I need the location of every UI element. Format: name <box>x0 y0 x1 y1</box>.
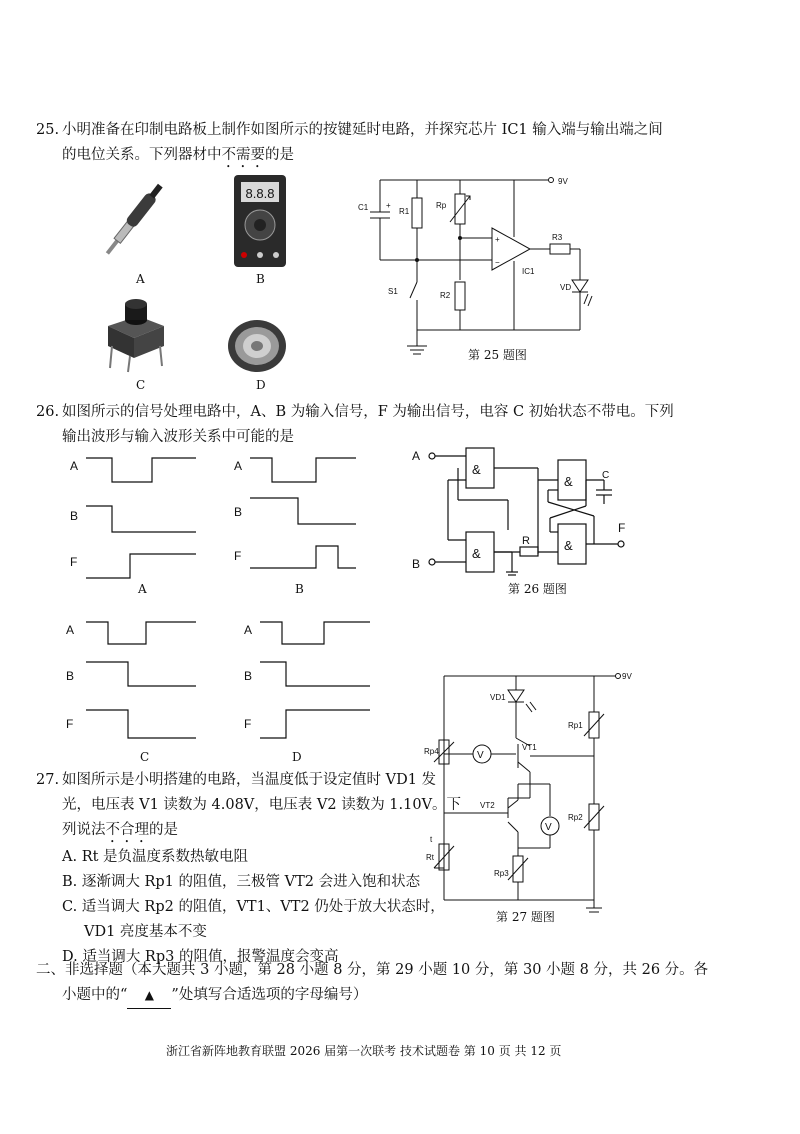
c1-plus-label: + <box>386 201 391 210</box>
q26-stem-line1: 如图所示的信号处理电路中，A、B 为输入信号，F 为输出信号，电容 C 初始状态不带电。下列 <box>62 404 674 420</box>
rp2-label: Rp2 <box>568 813 583 822</box>
q26-option-c-label: C <box>140 750 150 764</box>
q25-option-d-label: D <box>256 378 266 392</box>
rp4-label: Rp4 <box>424 747 439 756</box>
wave-d-signal-a-label: A <box>244 623 253 637</box>
q27-figure-caption: 第 27 题图 <box>496 910 555 924</box>
opamp-plus-label: + <box>495 235 500 244</box>
q26-waveform-options <box>60 448 400 768</box>
gate3-symbol: & <box>564 474 573 489</box>
q25-number: 25. <box>36 122 60 138</box>
input-a-label: A <box>412 449 421 463</box>
q26-option-b-label: B <box>295 582 304 596</box>
q27-stem-line3: 列说法不合理的是 <box>62 822 178 838</box>
s1-label: S1 <box>388 287 398 296</box>
ic1-label: IC1 <box>522 267 535 276</box>
capacitor-c-label: C <box>602 470 610 481</box>
vt1-label: VT1 <box>522 743 537 752</box>
input-b-label: B <box>412 557 421 571</box>
gate2-symbol: & <box>472 546 481 561</box>
wave-d-signal-f-label: F <box>244 717 252 731</box>
svg-text:8.8.8: 8.8.8 <box>245 186 275 201</box>
q27-option-c-continued: VD1 亮度基本不变 <box>84 924 207 940</box>
q25-option-c-label: C <box>136 378 146 392</box>
wave-b-signal-f-label: F <box>234 549 242 563</box>
gate4-symbol: & <box>564 538 573 553</box>
q26-logic-circuit <box>408 440 640 580</box>
rp1-label: Rp1 <box>568 721 583 730</box>
q26-figure-caption: 第 26 题图 <box>508 582 567 596</box>
page-footer: 浙江省新阵地教育联盟 2026 届第一次联考 技术试题卷 第 10 页 共 12 页 <box>166 1044 562 1058</box>
multimeter-image <box>232 173 288 269</box>
speaker-image <box>226 318 288 374</box>
wave-a-signal-b-label: B <box>70 509 79 523</box>
emphasis-not-needed: 不需要 <box>221 147 265 163</box>
gate1-symbol: & <box>472 462 481 477</box>
r2-label: R2 <box>440 291 451 300</box>
opamp-minus-label: − <box>495 258 500 267</box>
wave-c-signal-f-label: F <box>66 717 74 731</box>
vd-label: VD <box>560 283 572 292</box>
section2-header-line2: 小题中的“ ▲ ”处填写合适选项的字母编号） <box>62 983 367 1009</box>
push-button-image <box>104 298 168 374</box>
wave-c-signal-b-label: B <box>66 669 75 683</box>
waveform-option-a <box>70 458 196 578</box>
voltmeter-v1-symbol: V <box>477 750 484 761</box>
q27-option-d: D. 适当调大 Rp3 的阻值，报警温度会变高 <box>62 949 339 965</box>
q25-stem-line1: 小明准备在印制电路板上制作如图所示的按键延时电路，并探究芯片 IC1 输入端与输出端之间 <box>62 122 663 138</box>
wave-b-signal-b-label: B <box>234 505 243 519</box>
emphasis-not-reasonable: 不合理 <box>105 822 149 838</box>
q25-option-a-label: A <box>136 272 145 286</box>
q27-circuit-diagram <box>426 668 632 918</box>
resistor-r-label: R <box>522 535 530 547</box>
c1-label: C1 <box>358 203 369 212</box>
waveform-option-b <box>234 458 356 568</box>
q27-supply-label: 9V <box>622 672 632 681</box>
soldering-iron-image <box>92 172 182 272</box>
vd1-label: VD1 <box>490 693 506 702</box>
q25-option-b-label: B <box>256 272 265 286</box>
q26-number: 26. <box>36 404 60 420</box>
wave-d-signal-b-label: B <box>244 669 253 683</box>
q27-option-b: B. 逐渐调大 Rp1 的阻值，三极管 VT2 会进入饱和状态 <box>62 874 421 890</box>
voltmeter-v2-symbol: V <box>545 822 552 833</box>
q26-option-a-label: A <box>138 582 147 596</box>
section2-header-line1: 二、非选择题（本大题共 3 小题，第 28 小题 8 分，第 29 小题 10 分，第 30 小题 8 分，共 26 分。各 <box>36 962 709 978</box>
waveform-option-c <box>66 622 196 738</box>
answer-blank-marker: ▲ <box>127 983 171 1009</box>
q27-number: 27. <box>36 772 60 788</box>
wave-b-signal-a-label: A <box>234 459 243 473</box>
q25-stem-line2: 的电位关系。下列器材中不需要的是 <box>62 147 294 163</box>
q26-option-d-label: D <box>292 750 302 764</box>
vt2-label: VT2 <box>480 801 495 810</box>
output-f-label: F <box>618 521 626 535</box>
r1-label: R1 <box>399 207 410 216</box>
wave-c-signal-a-label: A <box>66 623 75 637</box>
wave-a-signal-label: A <box>70 459 79 473</box>
q27-option-c: C. 适当调大 Rp2 的阻值，VT1、VT2 仍处于放大状态时， <box>62 899 445 915</box>
r3-label: R3 <box>552 233 563 242</box>
rt-label: Rt <box>426 853 434 862</box>
rp-label: Rp <box>436 201 447 210</box>
q27-stem-line2: 光，电压表 V1 读数为 4.08V，电压表 V2 读数为 1.10V。下 <box>62 797 462 813</box>
q27-option-a: A. Rt 是负温度系数热敏电阻 <box>62 849 249 865</box>
rp3-label: Rp3 <box>494 869 509 878</box>
q25-supply-label: 9V <box>558 177 568 186</box>
rt-temperature-marker: t <box>430 835 433 844</box>
q27-stem-line1: 如图所示是小明搭建的电路，当温度低于设定值时 VD1 发 <box>62 772 437 788</box>
waveform-option-d <box>244 622 370 738</box>
q25-figure-caption: 第 25 题图 <box>468 348 527 362</box>
wave-a-signal-f-label: F <box>70 555 78 569</box>
q25-circuit-diagram <box>352 170 592 360</box>
q26-stem-line2: 输出波形与输入波形关系中可能的是 <box>62 429 294 445</box>
